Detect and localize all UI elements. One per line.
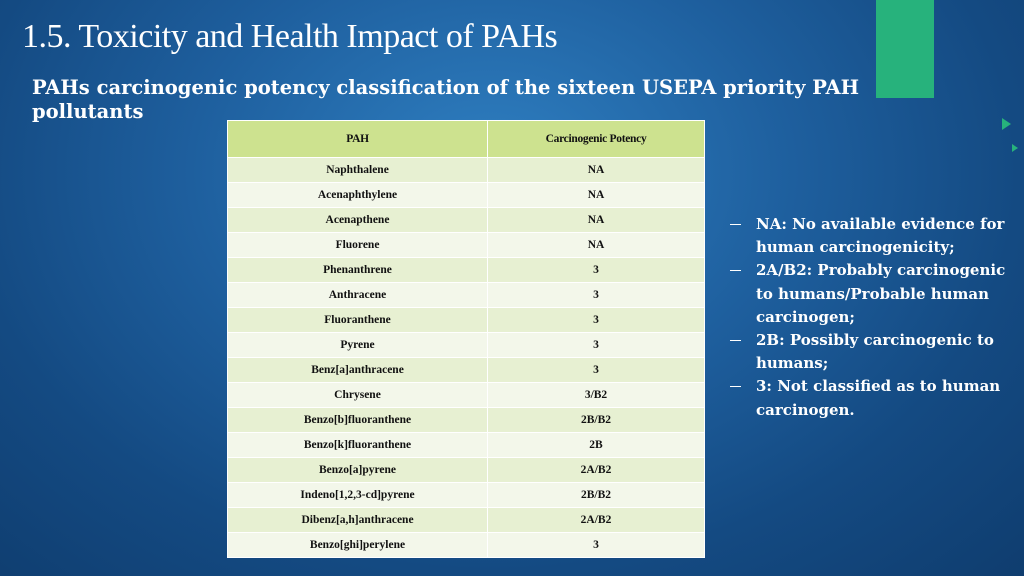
pah-name-cell: Benzo[b]fluoranthene — [228, 408, 488, 433]
legend-item-text: 2A/B2: Probably carcinogenic to humans/Probable human carcinogen; — [756, 261, 1006, 326]
table-row — [228, 358, 705, 383]
potency-cell: 3 — [488, 283, 705, 308]
pah-name-cell: Chrysene — [228, 383, 488, 408]
table-row — [228, 308, 705, 333]
table-row — [228, 458, 705, 483]
classification-legend — [730, 213, 1015, 422]
potency-cell: NA — [488, 158, 705, 183]
pah-name-cell: Phenanthrene — [228, 258, 488, 283]
legend-item-text: 2B: Possibly carcinogenic to humans; — [756, 331, 994, 373]
legend-item — [730, 329, 1015, 375]
pah-name-cell: Benzo[a]pyrene — [228, 458, 488, 483]
potency-cell: 3 — [488, 533, 705, 558]
table-row — [228, 483, 705, 508]
table-row — [228, 208, 705, 233]
slide-title: 1.5. Toxicity and Health Impact of PAHs — [22, 18, 558, 55]
pah-name-cell: Benzo[ghi]perylene — [228, 533, 488, 558]
potency-cell: 2B/B2 — [488, 408, 705, 433]
accent-bar — [876, 0, 934, 98]
table-row — [228, 533, 705, 558]
table-header-row — [228, 121, 705, 158]
potency-cell: 3 — [488, 258, 705, 283]
potency-cell: 2B/B2 — [488, 483, 705, 508]
table-row — [228, 508, 705, 533]
slide-subtitle: PAHs carcinogenic potency classification of the sixteen USEPA priority PAH pollutants — [32, 76, 860, 123]
pah-name-cell: Anthracene — [228, 283, 488, 308]
pah-name-cell: Pyrene — [228, 333, 488, 358]
table-row — [228, 258, 705, 283]
pah-name-cell: Fluorene — [228, 233, 488, 258]
potency-cell: 3 — [488, 333, 705, 358]
dash-bullet-icon — [730, 224, 741, 225]
potency-cell: 2B — [488, 433, 705, 458]
pah-name-cell: Benz[a]anthracene — [228, 358, 488, 383]
column-header-pah: PAH — [228, 121, 488, 158]
dash-bullet-icon — [730, 340, 741, 341]
potency-cell: NA — [488, 208, 705, 233]
pah-name-cell: Acenaphthylene — [228, 183, 488, 208]
potency-cell: NA — [488, 183, 705, 208]
column-header-potency: Carcinogenic Potency — [488, 121, 705, 158]
table-row — [228, 183, 705, 208]
pah-classification-table — [227, 120, 705, 558]
table-row — [228, 158, 705, 183]
table-row — [228, 433, 705, 458]
legend-item — [730, 375, 1015, 421]
pah-name-cell: Fluoranthene — [228, 308, 488, 333]
potency-cell: 2A/B2 — [488, 508, 705, 533]
pah-name-cell: Dibenz[a,h]anthracene — [228, 508, 488, 533]
legend-item-text: 3: Not classified as to human carcinogen. — [756, 377, 1001, 419]
legend-item — [730, 213, 1015, 259]
legend-item — [730, 259, 1015, 329]
potency-cell: 2A/B2 — [488, 458, 705, 483]
dash-bullet-icon — [730, 270, 741, 271]
table-row — [228, 283, 705, 308]
table-row — [228, 408, 705, 433]
table-row — [228, 383, 705, 408]
pah-name-cell: Naphthalene — [228, 158, 488, 183]
arrow-decoration-icon — [1002, 118, 1011, 130]
pah-name-cell: Benzo[k]fluoranthene — [228, 433, 488, 458]
potency-cell: 3 — [488, 358, 705, 383]
pah-name-cell: Acenapthene — [228, 208, 488, 233]
dash-bullet-icon — [730, 386, 741, 387]
legend-item-text: NA: No available evidence for human carcinogenicity; — [756, 215, 1005, 257]
potency-cell: 3 — [488, 308, 705, 333]
potency-cell: 3/B2 — [488, 383, 705, 408]
small-arrow-decoration-icon — [1012, 144, 1018, 152]
table-row — [228, 333, 705, 358]
potency-cell: NA — [488, 233, 705, 258]
table-row — [228, 233, 705, 258]
pah-name-cell: Indeno[1,2,3-cd]pyrene — [228, 483, 488, 508]
